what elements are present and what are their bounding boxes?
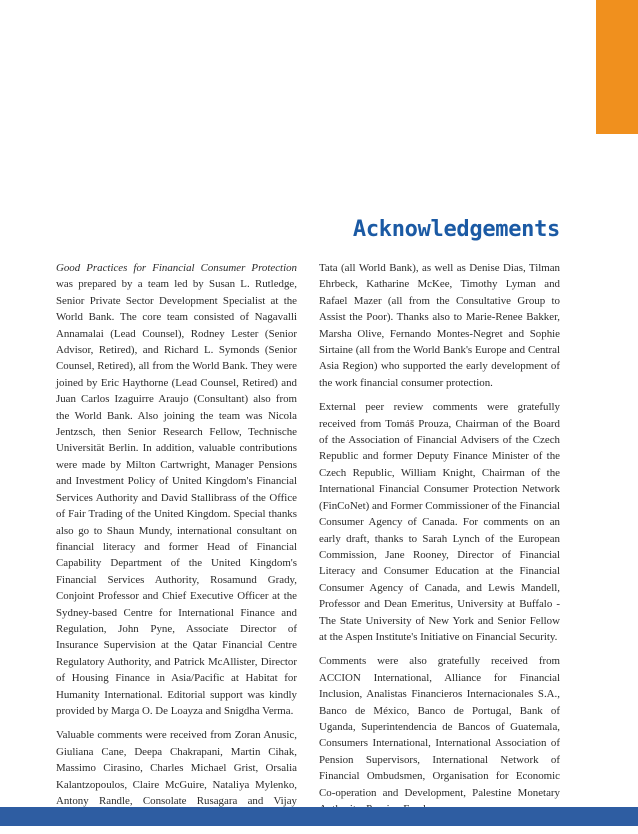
right-paragraph-1: Tata (all World Bank), as well as Denise Dias, Tilman Ehrbeck, Katharine McKee, Timothy Lyman and Rafael Mazer (all from the Consultative Group to Assist the Poor). Thanks also to Marie-Renee Bakker, Marsha Olive, Fernando Montes-Negret and Sophie Sirtaine (all from the World Bank's Europe and Central Asia Region) who supported the early development of the work financial consumer protection.: [319, 262, 560, 389]
right-column: [319, 260, 560, 825]
orange-corner-tab: [596, 0, 638, 134]
right-paragraph-2: External peer review comments were gratefully received from Tomáš Prouza, Chairman of the Board of the Association of Financial Advisers of the Czech Republic and former Deputy Finance Minister of the Czech Republic, William Knight, Chairman of the International Financial Consumer Protection Network (FinCoNet) and Former Commissioner of the Financial Consumer Agency of Canada. For comments on an early draft, thanks to Sarah Lynch of the European Commission, Jane Rooney, Director of Financial Literacy and Consumer Education at the Financial Consumer Agency of Canada, and Lewis Mandell, Professor and Dean Emeritus, University at Buffalo - The State University of New York and Senior Fellow at the Aspen Institute's Initiative on Financial Security.: [319, 401, 560, 643]
page-title: Acknowledgements: [352, 217, 560, 242]
left-paragraph-1: [56, 260, 297, 719]
footer-bar: [0, 807, 638, 826]
right-paragraph-3: Comments were also gratefully received from ACCION International, Alliance for Financial Inclusion, Analistas Financieros Internacionales S.A., Banco de México, Banco de Portugal, Bank of Uganda, Superintendencia de Bancos of Guatemala, Consumers International, International Association of Pension Supervisors, International Network of Financial Ombudsmen, Organisation for Economic Co-operation and Development, Palestine Monetary: [319, 655, 560, 799]
left-paragraph-2: Valuable comments were received from Zoran Anusic, Giuliana Cane, Deepa Chakrapani, Martin Cihak, Massimo Cirasino, Charles Michael Grist, Orsalia Kalantzopoulos, Claire McGuire, Nataliya Mylenko, Antony Randle, Consolate Rusagara and Vijay: [56, 729, 297, 807]
left-paragraph-1-text: was prepared by a team led by Susan L. Rutledge, Senior Private Sector Development Specialist at the World Bank. The core team consisted of Nagavalli Annamalai (Lead Counsel), Rodney Lester (Senior Advisor, Retired), and Richard L. Symonds (Senior Counsel, Retired), all from the World Bank. They were joined by Eric Haythorne (Lead Counsel, Retired) and Juan Carlos Izaguirre Araujo (Consultant) also from the World Bank. Also joining the team was Nicola Jentzsch, then Senior Research Fellow, Technische Universität Berlin. In addition, valuable contributions were made by Milton Cartwright, Manager Pensions and Investment Policy of United Kingdom's Financial Services Authority and David Stallibrass of the Office of Fair Trading of the United Kingdom. Special thanks also go to Shaun Mundy, international consultant on financial literacy and former Head of Financial Capability Department of the United Kingdom's Financial Services Authority, Rosamund Grady, Conjoint Professor and Chief Executive Officer at the Sydney-based Centre for International Finance and Regulation, John Pyne, Associate Director of Insurance Supervision at the Qatar Financial Centre Regulatory Authority, and Patrick McAllister, Director of Housing Finance in Asia/Pacific at Habitat for Humanity International. Editorial support was kindly provided by Marga O. De Loayza and Snigdha Verma.: [56, 278, 297, 717]
publication-title: Good Practices for Financial Consumer Protection: [56, 262, 297, 274]
left-column: [56, 260, 297, 834]
